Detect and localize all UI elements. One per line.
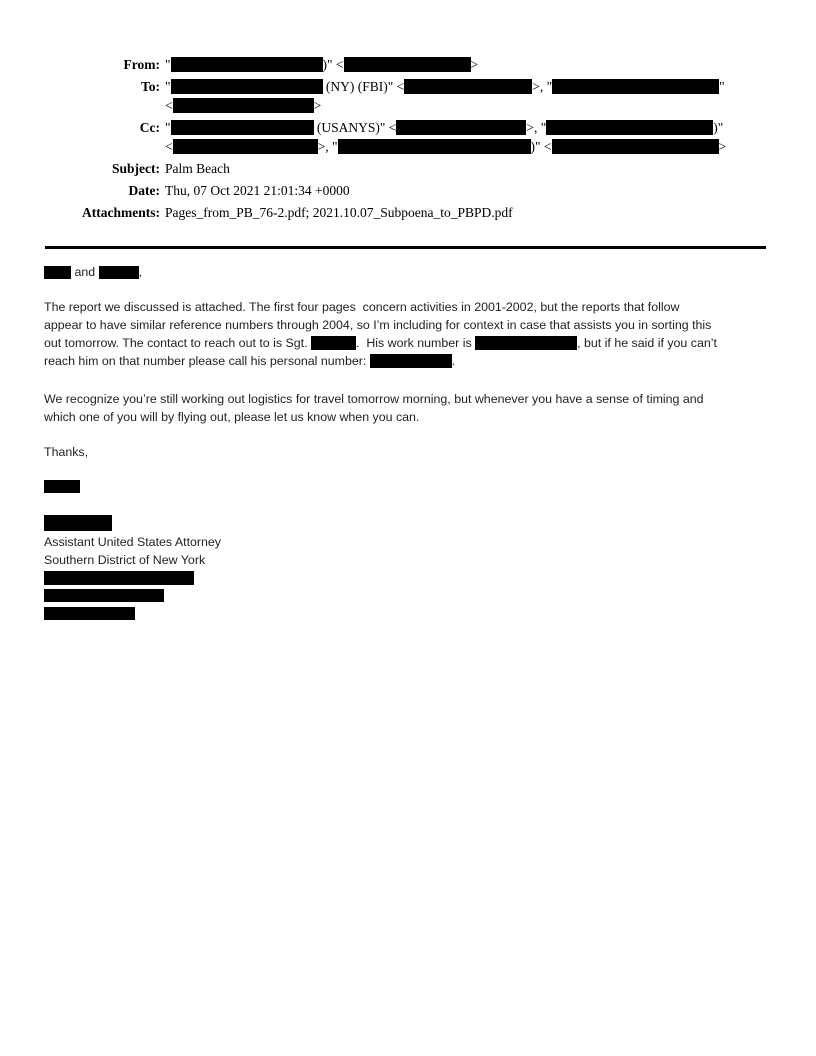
from-label: From: xyxy=(123,57,160,72)
redaction-bar xyxy=(171,57,323,72)
text-run: < xyxy=(165,98,173,113)
paragraph-2 xyxy=(44,390,771,426)
text-run: >, " xyxy=(317,139,338,154)
to-value-line-1 xyxy=(165,77,772,96)
subject-value-line: Palm Beach xyxy=(165,161,230,176)
redaction-bar xyxy=(44,266,71,279)
text-run: )" xyxy=(713,120,724,135)
text-run: (NY) (FBI)" < xyxy=(322,79,405,94)
closing-line: Thanks, xyxy=(44,445,89,459)
body-line: appear to have similar reference numbers through 2004, so I’m including for context in case that assists you in sorting this xyxy=(44,318,712,332)
text-run: >, " xyxy=(526,120,547,135)
signature-title: Assistant United States Attorney xyxy=(44,535,222,549)
body-line xyxy=(44,334,771,352)
redaction-bar xyxy=(552,139,719,154)
redaction-bar xyxy=(311,336,356,350)
text-run: (USANYS)" < xyxy=(313,120,397,135)
to-label: To: xyxy=(140,79,160,94)
from-value-line xyxy=(165,55,772,74)
attachments-label: Attachments: xyxy=(82,205,160,220)
date-value-line: Thu, 07 Oct 2021 21:01:34 +0000 xyxy=(165,183,350,198)
text-run: " xyxy=(165,120,171,135)
redaction-bar xyxy=(99,266,139,279)
text-run: < xyxy=(165,139,173,154)
subject-label: Subject: xyxy=(112,161,160,176)
redaction-bar xyxy=(173,139,318,154)
cc-label: Cc: xyxy=(139,120,160,135)
text-run: , but if he said if you can’t xyxy=(577,336,717,350)
text-run: " xyxy=(165,79,171,94)
text-run: " xyxy=(165,57,171,72)
body-line: which one of you will by flying out, please let us know when you can. xyxy=(44,410,420,424)
header-divider-rule xyxy=(45,246,766,249)
redaction-bar xyxy=(338,139,531,154)
to-value-line-2 xyxy=(165,96,772,115)
text-run: >, " xyxy=(532,79,553,94)
cc-value xyxy=(165,118,772,156)
date-label: Date: xyxy=(128,183,160,198)
cc-value-line-1 xyxy=(165,118,772,137)
signature-office: Southern District of New York xyxy=(44,553,206,567)
redaction-bar xyxy=(475,336,577,350)
text-run: )" < xyxy=(322,57,344,72)
redaction-bar xyxy=(44,515,112,531)
text-run: " xyxy=(719,79,725,94)
redaction-bar xyxy=(171,120,314,135)
text-run: . His work number is xyxy=(356,336,476,350)
text-run: out tomorrow. The contact to reach out to is Sgt. xyxy=(44,336,311,350)
redaction-bar xyxy=(546,120,713,135)
redaction-bar xyxy=(370,354,452,368)
paragraph-1 xyxy=(44,298,771,370)
redaction-bar xyxy=(344,57,471,72)
text-run: and xyxy=(71,265,99,279)
body-line: We recognize you’re still working out logistics for travel tomorrow morning, but whenever you have a sense of timing and xyxy=(44,392,704,406)
greeting-line xyxy=(44,263,771,281)
email-header xyxy=(40,55,772,222)
from-value xyxy=(165,55,772,74)
redaction-bar xyxy=(396,120,526,135)
text-run: > xyxy=(718,139,727,154)
redaction-bar xyxy=(171,79,323,94)
text-run: > xyxy=(470,57,479,72)
text-run: > xyxy=(313,98,322,113)
redaction-bar xyxy=(552,79,719,94)
email-body xyxy=(44,263,771,620)
redaction-bar xyxy=(173,98,314,113)
redaction-bar xyxy=(44,589,164,602)
to-value xyxy=(165,77,772,115)
date-value xyxy=(165,181,772,200)
redaction-bar xyxy=(44,571,194,585)
text-run: , xyxy=(138,265,143,279)
attachments-value xyxy=(165,203,772,222)
body-line: The report we discussed is attached. The first four pages concern activities in 2001-2002, but the reports that follow xyxy=(44,300,680,314)
text-run: . xyxy=(451,354,456,368)
subject-value xyxy=(165,159,772,178)
attachments-value-line: Pages_from_PB_76-2.pdf; 2021.10.07_Subpoena_to_PBPD.pdf xyxy=(165,205,513,220)
signature-block xyxy=(44,515,771,620)
text-run: reach him on that number please call his personal number: xyxy=(44,354,370,368)
text-run: )" < xyxy=(530,139,552,154)
cc-value-line-2 xyxy=(165,137,772,156)
body-line xyxy=(44,352,771,370)
redaction-bar xyxy=(44,480,80,493)
redaction-bar xyxy=(44,607,135,620)
redaction-bar xyxy=(404,79,532,94)
